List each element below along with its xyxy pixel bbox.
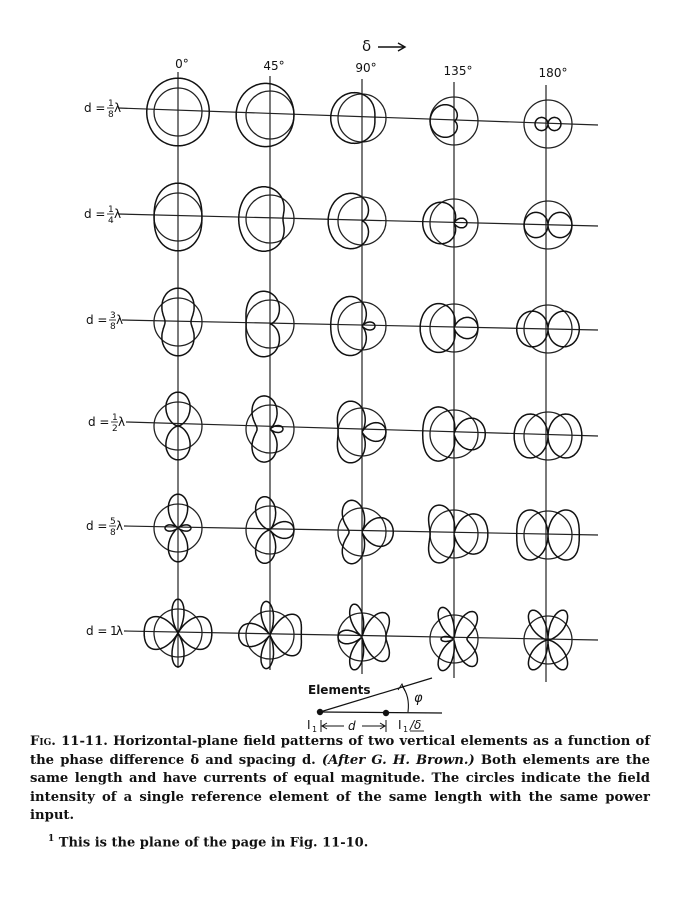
svg-text:d =: d = (86, 313, 108, 327)
field-pattern-r1-c3 (331, 93, 375, 144)
column-header-180: 180° (538, 66, 568, 80)
footnote-text: This is the plane of the page in Fig. 11-10. (58, 835, 369, 851)
svg-text:λ: λ (116, 624, 124, 638)
column-header-135: 135° (443, 64, 473, 78)
svg-text:λ: λ (118, 415, 126, 429)
delta-arrow-icon (378, 43, 405, 51)
inset-title: Elements (308, 683, 371, 697)
inset-right-element-label: I (398, 718, 402, 732)
field-pattern-r6-c3 (338, 604, 389, 670)
svg-text:1: 1 (108, 99, 114, 109)
row-label-3 (86, 311, 123, 332)
svg-text:2: 2 (112, 424, 118, 434)
column-header-45: 45° (263, 59, 285, 73)
svg-text:3: 3 (110, 311, 116, 321)
svg-text:8: 8 (108, 110, 114, 120)
svg-text:8: 8 (110, 322, 116, 332)
svg-text:1: 1 (110, 624, 118, 638)
inset-angle-label: φ (414, 691, 423, 706)
svg-text:d =: d = (86, 624, 108, 638)
field-pattern-r1-c4 (430, 105, 457, 138)
svg-text:d =: d = (84, 207, 106, 221)
column-header-90: 90° (355, 61, 377, 75)
inset-right-element-sub: 1 (403, 725, 409, 734)
delta-header-label: δ (362, 37, 372, 55)
svg-text:d =: d = (88, 415, 110, 429)
field-pattern-r5-c4 (429, 505, 488, 563)
elements-inset-diagram (307, 678, 442, 734)
row-label-5 (86, 517, 123, 538)
caption-figure-label: Fig. 11-11. (30, 734, 108, 749)
grid-lines (118, 72, 598, 682)
svg-text:λ: λ (116, 519, 124, 533)
field-pattern-r6-c5 (528, 610, 567, 670)
field-pattern-r1-c2 (236, 83, 294, 146)
row-label-1 (84, 99, 121, 120)
inset-baseline (320, 712, 442, 713)
horizontal-axis-row-1 (118, 108, 598, 125)
inset-left-element-label: I (307, 718, 311, 732)
figure-caption (30, 733, 650, 826)
svg-text:λ: λ (114, 101, 122, 115)
caption-part-2: Both elements are the same length and have currents of equal magnitude. The circles indicate the field intensity of a single reference element of the same length with the same power input. (30, 752, 651, 824)
svg-text:d =: d = (86, 519, 108, 533)
pattern-grid (144, 78, 582, 670)
column-header-0: 0° (175, 57, 189, 71)
inset-left-element-dot (317, 709, 323, 715)
column-headers (175, 57, 567, 80)
inset-right-element-dot (383, 710, 389, 716)
svg-text:λ: λ (116, 313, 124, 327)
inset-angle-arc (402, 686, 408, 712)
svg-text:d =: d = (84, 101, 106, 115)
row-labels (84, 99, 125, 638)
svg-text:1: 1 (112, 413, 118, 423)
svg-text:5: 5 (110, 517, 116, 527)
horizontal-axis-row-5 (124, 526, 598, 535)
svg-text:λ: λ (114, 207, 122, 221)
caption-credit: (After G. H. Brown.) (321, 752, 475, 768)
footnote (48, 834, 368, 850)
field-pattern-r3-c4 (420, 304, 478, 353)
inset-phase-label: /δ (410, 718, 422, 732)
caption-part-1: Horizontal-plane field patterns of two vertical elements as a function of the phase difference δ and spacing d. (30, 734, 651, 768)
svg-text:1: 1 (108, 205, 114, 215)
svg-text:4: 4 (108, 216, 114, 226)
footnote-marker: 1 (48, 834, 55, 844)
inset-spacing-label: d (348, 719, 356, 733)
svg-text:8: 8 (110, 528, 116, 538)
row-label-4 (88, 413, 125, 434)
inset-left-element-sub: 1 (312, 725, 318, 734)
field-pattern-r3-c3 (331, 297, 375, 356)
row-label-2 (84, 205, 121, 226)
field-pattern-r5-c2 (256, 497, 294, 564)
row-label-6 (86, 624, 123, 638)
